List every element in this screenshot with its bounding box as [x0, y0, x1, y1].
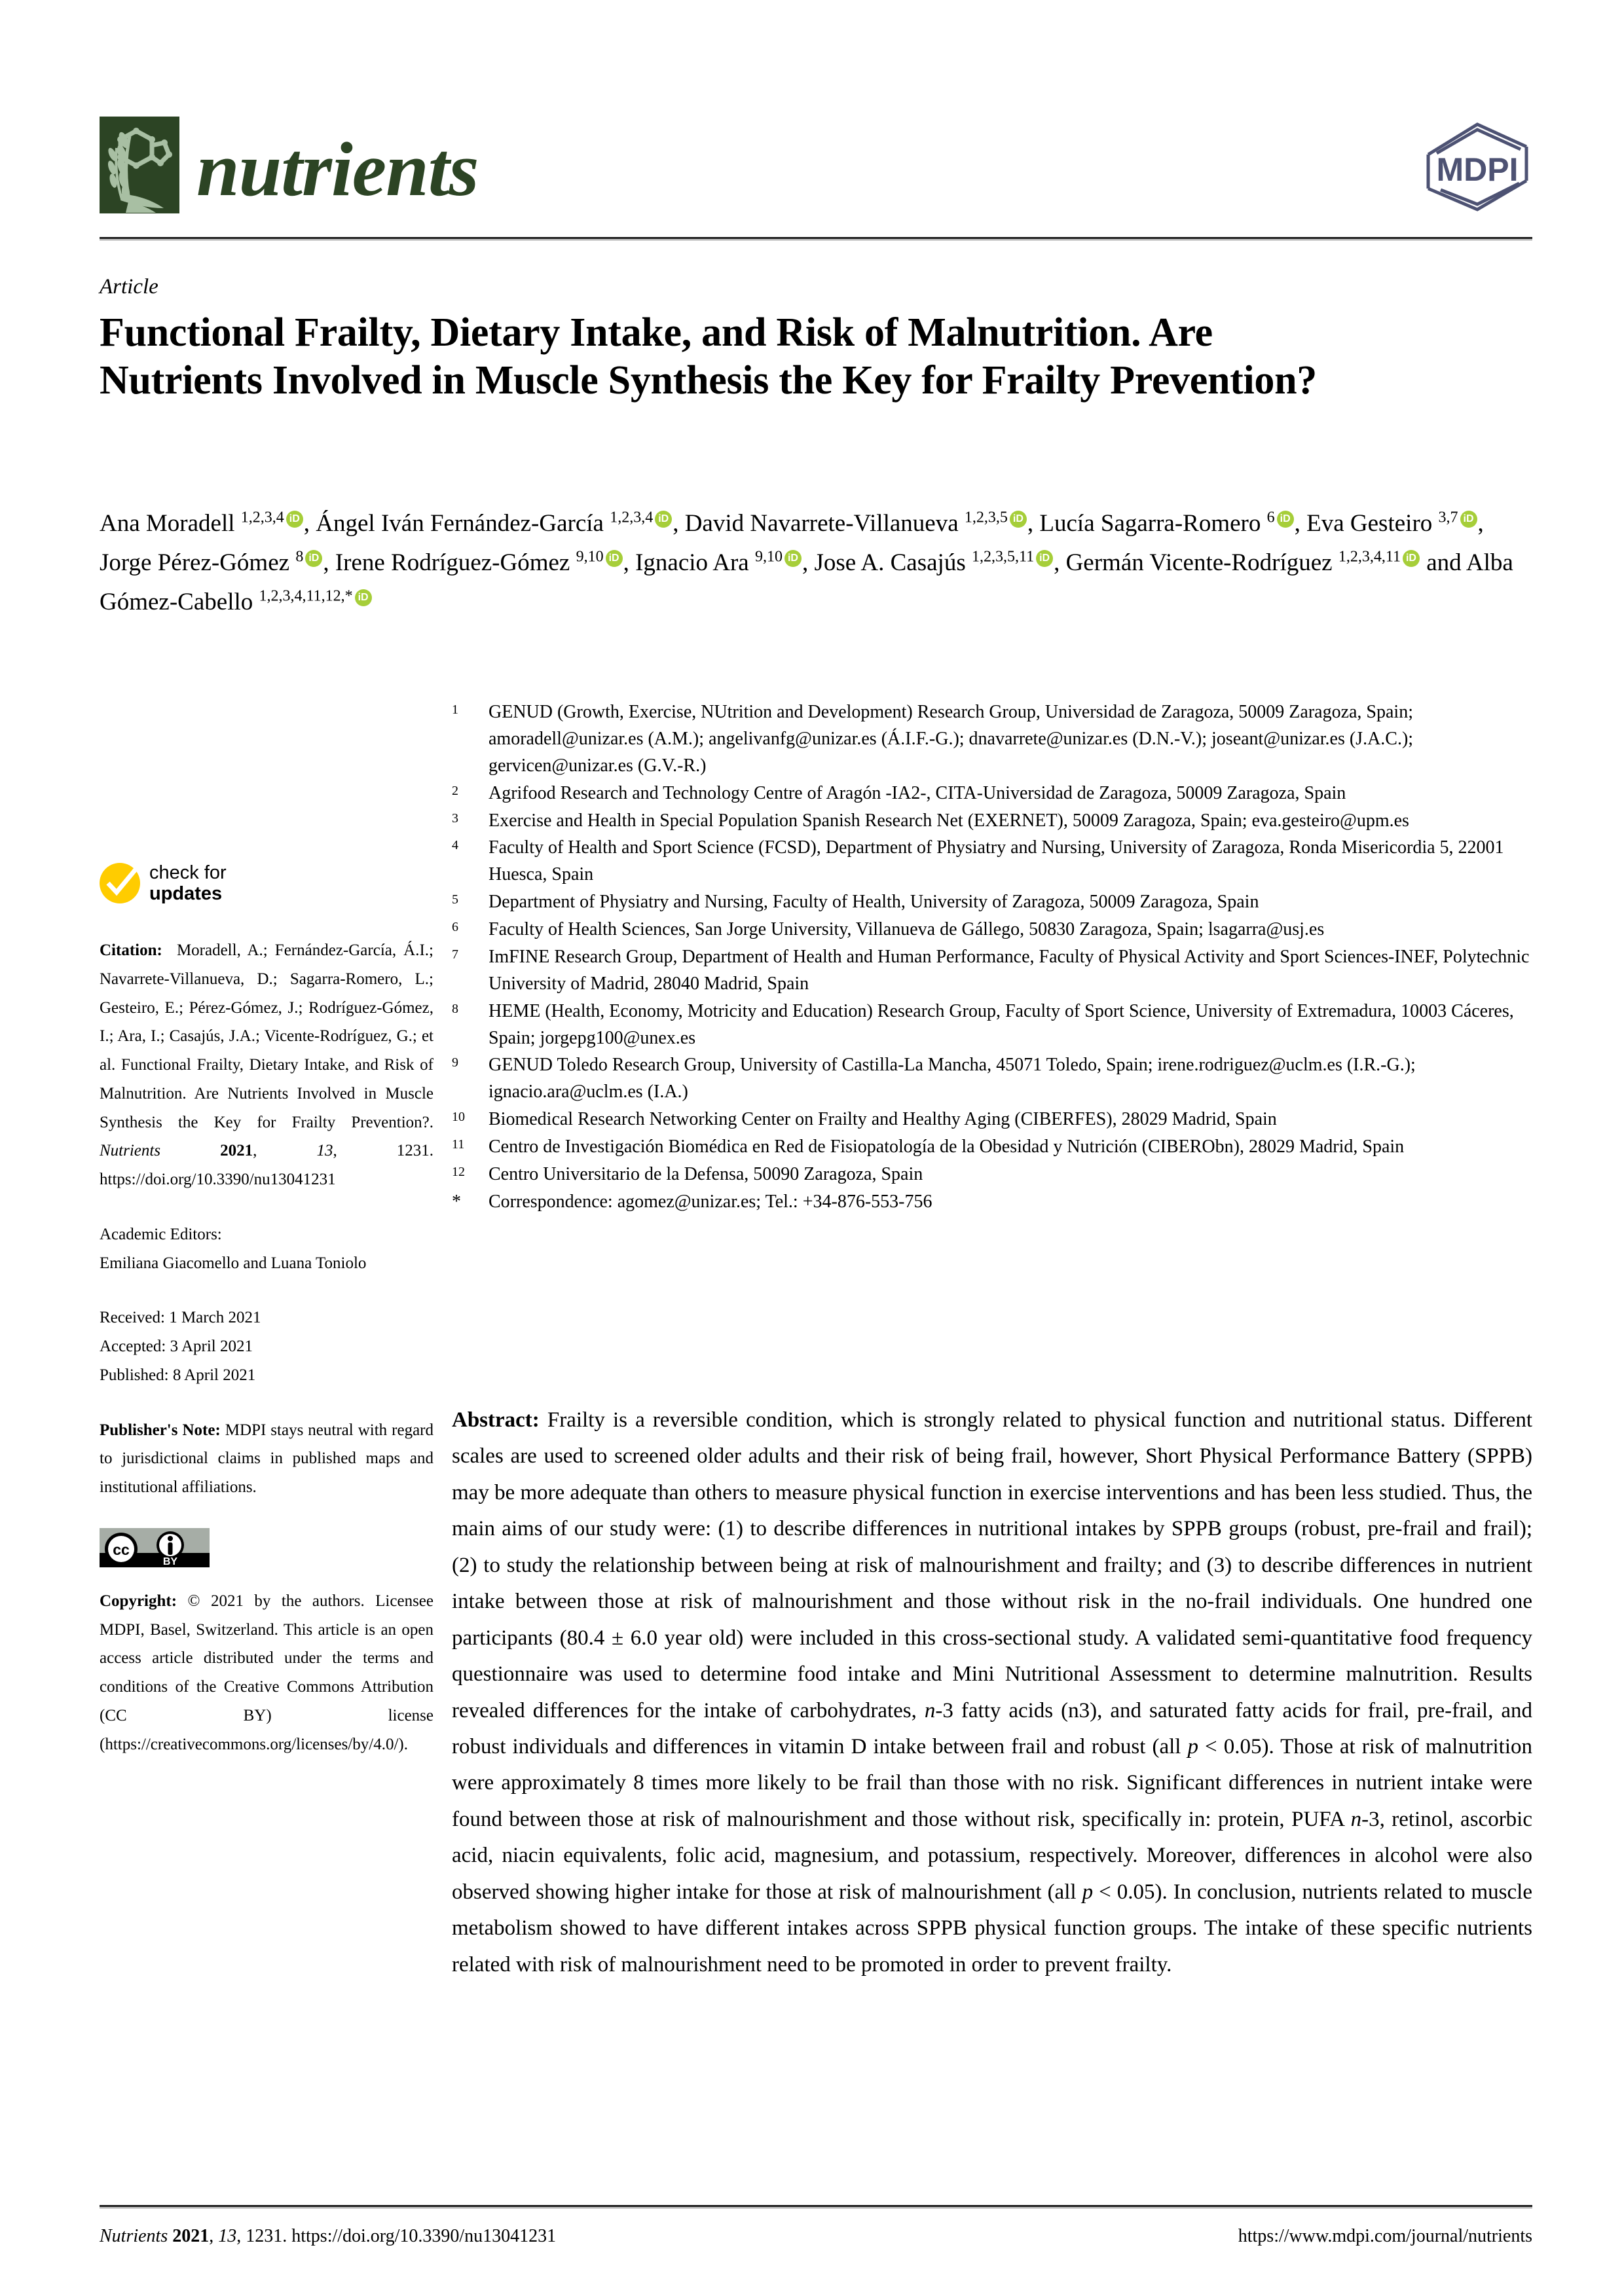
affiliation-row	[452, 808, 1532, 835]
affiliation-number: 12	[452, 1164, 465, 1179]
orcid-icon[interactable]	[1460, 511, 1477, 528]
published-date: Published: 8 April 2021	[100, 1366, 256, 1384]
cfu-line-2: updates	[149, 883, 223, 904]
page-footer	[100, 2225, 1532, 2248]
received-date: Received: 1 March 2021	[100, 1309, 261, 1327]
accepted-date: Accepted: 3 April 2021	[100, 1338, 253, 1355]
affiliation-number: 6	[452, 920, 458, 934]
cfu-line-1: check for	[149, 862, 227, 883]
dates-block	[100, 1303, 434, 1389]
academic-editors-block	[100, 1220, 434, 1278]
affiliation-number: 2	[452, 783, 458, 798]
affiliation-number: 1	[452, 702, 458, 717]
correspondence-row	[452, 1189, 1532, 1216]
affiliation-text: GENUD Toledo Research Group, University of Castilla-La Mancha, 45071 Toledo, Spain; irene.rodriguez@uclm.es (I.R.-G.); ignacio.ara@uclm.es (I.A.)	[489, 1055, 1416, 1102]
orcid-icon[interactable]	[606, 550, 623, 567]
affiliation-number: 10	[452, 1110, 465, 1125]
article-type-label: Article	[100, 275, 158, 299]
header-divider	[100, 237, 1532, 240]
page-header	[100, 117, 1532, 228]
affiliation-number: 11	[452, 1137, 465, 1152]
page-title: Functional Frailty, Dietary Intake, and Risk of Malnutrition. Are Nutrients Involved in Muscle Synthesis the Key for Frailty Prevention?	[100, 310, 1318, 403]
affiliation-number: 4	[452, 838, 458, 853]
affiliation-text: Faculty of Health Sciences, San Jorge University, Villanueva de Gállego, 50830 Zaragoza, Spain; lsagarra@usj.es	[489, 919, 1325, 939]
affiliation-number: 5	[452, 892, 458, 907]
mdpi-logo-icon[interactable]	[1422, 120, 1532, 213]
affiliation-row	[452, 835, 1532, 888]
sidebar	[100, 858, 434, 1785]
affiliation-row	[452, 944, 1532, 998]
affiliation-text: Department of Physiatry and Nursing, Faculty of Health, University of Zaragoza, 50009 Zaragoza, Spain	[489, 892, 1259, 913]
affiliation-row	[452, 917, 1532, 943]
orcid-icon[interactable]	[1403, 550, 1420, 567]
affiliation-row	[452, 1106, 1532, 1133]
affiliation-number: 3	[452, 811, 458, 826]
footer-divider	[100, 2205, 1532, 2208]
affiliation-text: Biomedical Research Networking Center on Frailty and Healthy Aging (CIBERFES), 28029 Madrid, Spain	[489, 1109, 1277, 1130]
orcid-icon[interactable]	[1277, 511, 1294, 528]
orcid-icon[interactable]	[355, 589, 372, 606]
mdpi-wordmark: MDPI	[1436, 151, 1519, 188]
publishers-note-block: Publisher's Note: MDPI stays neutral with regard to jurisdictional claims in published maps and institutional affiliations.	[100, 1421, 434, 1496]
footer-journal-url[interactable]: https://www.mdpi.com/journal/nutrients	[1238, 2226, 1532, 2246]
affiliation-text: Exercise and Health in Special Population Spanish Research Net (EXERNET), 50009 Zaragoza, Spain; eva.gesteiro@upm.es	[489, 810, 1409, 831]
affiliation-number: 7	[452, 947, 458, 962]
affiliation-number: 8	[452, 1001, 458, 1016]
affiliation-row	[452, 1161, 1532, 1188]
journal-logo[interactable]	[100, 117, 478, 213]
author-list: Ana Moradell $^{1,2,3,4}$ iD , Ángel Iván Fernández-García $^{1,2,3,4}$ iD , David Navarrete-Villanueva $^{1,2,3,5}$ iD , Lucía Sagarra-Romero $^6$ iD , Eva Gesteiro $^{3,7}$ iD , Jorge Pérez-Gómez $^8$ iD , Irene Rodríguez-Gómez $^{9,10}$ iD , Ignacio Ara $^{9,10}$ iD , Jose A. Casajús $^{1,2,3,5,11}$ iD , Germán Vicente-Rodríguez $^{1,2,3,4,11}$iD and Alba Gómez-Cabello $^{1,2,3,4,11,12,*}$iD	[100, 504, 1532, 622]
affiliation-row	[452, 780, 1532, 807]
citation-block: Citation: Moradell, A.; Fernández-García, Á.I.; Navarrete-Villanueva, D.; Sagarra-Romero, L.; Gesteiro, E.; Pérez-Gómez, J.; Rodríguez-Gómez, I.; Ara, I.; Casajús, J.A.; Vicente-Rodríguez, G.; et al. Functional Frailty, Dietary Intake, and Risk of Malnutrition. Are Nutrients Involved in Muscle Synthesis the Key for Frailty Prevention?. Nutrients 2021, 13, 1231. https://doi.org/10.3390/nu13041231	[100, 941, 434, 1188]
cc-by-license-badge[interactable]	[100, 1528, 210, 1567]
correspondence-text: Correspondence: agomez@unizar.es; Tel.: +34-876-553-756	[489, 1191, 932, 1212]
orcid-icon[interactable]	[286, 511, 303, 528]
svg-text:cc: cc	[113, 1540, 130, 1558]
checkmark-icon	[100, 863, 140, 903]
orcid-icon[interactable]	[305, 550, 322, 567]
orcid-icon[interactable]	[1010, 511, 1027, 528]
affiliation-row	[452, 699, 1532, 780]
orcid-icon[interactable]	[784, 550, 802, 567]
orcid-icon[interactable]	[655, 511, 672, 528]
affiliation-row	[452, 889, 1532, 916]
affiliation-text: ImFINE Research Group, Department of Health and Human Performance, Faculty of Physical Activity and Sport Sciences-INEF, Polytechnic University of Madrid, 28040 Madrid, Spain	[489, 946, 1530, 994]
nutrients-emblem-icon	[100, 117, 179, 213]
academic-editors-label: Academic Editors:	[100, 1225, 222, 1243]
affiliation-text: Centro Universitario de la Defensa, 50090 Zaragoza, Spain	[489, 1163, 923, 1184]
copyright-block: Copyright: © 2021 by the authors. Licensee MDPI, Basel, Switzerland. This article is an open access article distributed under the terms and conditions of the Creative Commons Attribution (CC BY) license (https://creativecommons.org/licenses/by/4.0/).	[100, 1592, 434, 1753]
affiliation-row	[452, 998, 1532, 1052]
correspondence-marker: *	[452, 1191, 461, 1212]
svg-text:BY: BY	[162, 1556, 178, 1567]
affiliation-number: 9	[452, 1055, 458, 1070]
affiliation-row	[452, 1052, 1532, 1106]
journal-title: nutrients	[196, 126, 479, 212]
footer-citation: Nutrients 2021, 13, 1231. https://doi.org/10.3390/nu13041231	[100, 2226, 557, 2246]
abstract: Abstract: Frailty is a reversible condition, which is strongly related to physical function and nutritional status. Different scales are used to screened older adults and their risk of being frail, however, Short Physical Performance Battery (SPPB) may be more adequate than others to measure physical function in exercise interventions and has been less studied. Thus, the main aims of our study were: (1) to describe differences in nutritional intakes by SPPB groups (robust, pre-frail and frail); (2) to study the relationship between being at risk of malnourishment and frailty; and (3) to describe differences in nutrient intake between those at risk of malnourishment and those without risk in the no-frail individuals. One hundred one participants (80.4 ± 6.0 year old) were included in this cross-sectional study. A validated semi-quantitative food frequency questionnaire was used to determine food intake and Mini Nutritional Assessment to determine malnutrition. Results revealed differences for the intake of carbohydrates, n-3 fatty acids (n3), and saturated fatty acids for frail, pre-frail, and robust individuals and differences in vitamin D intake between frail and robust (all p < 0.05). Those at risk of malnutrition were approximately 8 times more likely to be frail than those with no risk. Significant differences in nutrient intake were found between those at risk of malnourishment and those without risk, specifically in: protein, PUFA n-3, retinol, ascorbic acid, niacin equivalents, folic acid, magnesium, and potassium, respectively. Moreover, differences in alcohol were also observed showing higher intake for those at risk of malnourishment (all p < 0.05). In conclusion, nutrients related to muscle metabolism showed to have different intakes across SPPB physical function groups. The intake of these specific nutrients related with risk of malnourishment need to be promoted in order to prevent frailty.	[452, 1408, 1532, 1977]
affiliations-list	[452, 699, 1532, 1216]
orcid-icon[interactable]	[1036, 550, 1053, 567]
affiliation-text: Faculty of Health and Sport Science (FCSD), Department of Physiatry and Nursing, University of Zaragoza, Ronda Misericordia 5, 22001 Huesca, Spain	[489, 837, 1504, 885]
affiliation-text: Agrifood Research and Technology Centre of Aragón -IA2-, CITA-Universidad de Zaragoza, 50009 Zaragoza, Spain	[489, 782, 1346, 803]
affiliation-row	[452, 1134, 1532, 1161]
check-for-updates-badge[interactable]	[100, 858, 434, 909]
affiliation-text: GENUD (Growth, Exercise, NUtrition and Development) Research Group, Universidad de Zaragoza, 50009 Zaragoza, Spain; amoradell@unizar.es (A.M.); angelivanfg@unizar.es (Á.I.F.-G.); dnavarrete@unizar.es (D.N.-V.); joseant@unizar.es (J.A.C.); gervicen@unizar.es (G.V.-R.)	[489, 702, 1414, 776]
affiliation-text: Centro de Investigación Biomédica en Red de Fisiopatología de la Obesidad y Nutrición (CIBERObn), 28029 Madrid, Spain	[489, 1137, 1405, 1157]
academic-editors-names: Emiliana Giacomello and Luana Toniolo	[100, 1254, 367, 1272]
affiliation-text: HEME (Health, Economy, Motricity and Education) Research Group, Faculty of Sport Science, University of Extremadura, 10003 Cáceres, Spain; jorgepg100@unex.es	[489, 1000, 1514, 1048]
